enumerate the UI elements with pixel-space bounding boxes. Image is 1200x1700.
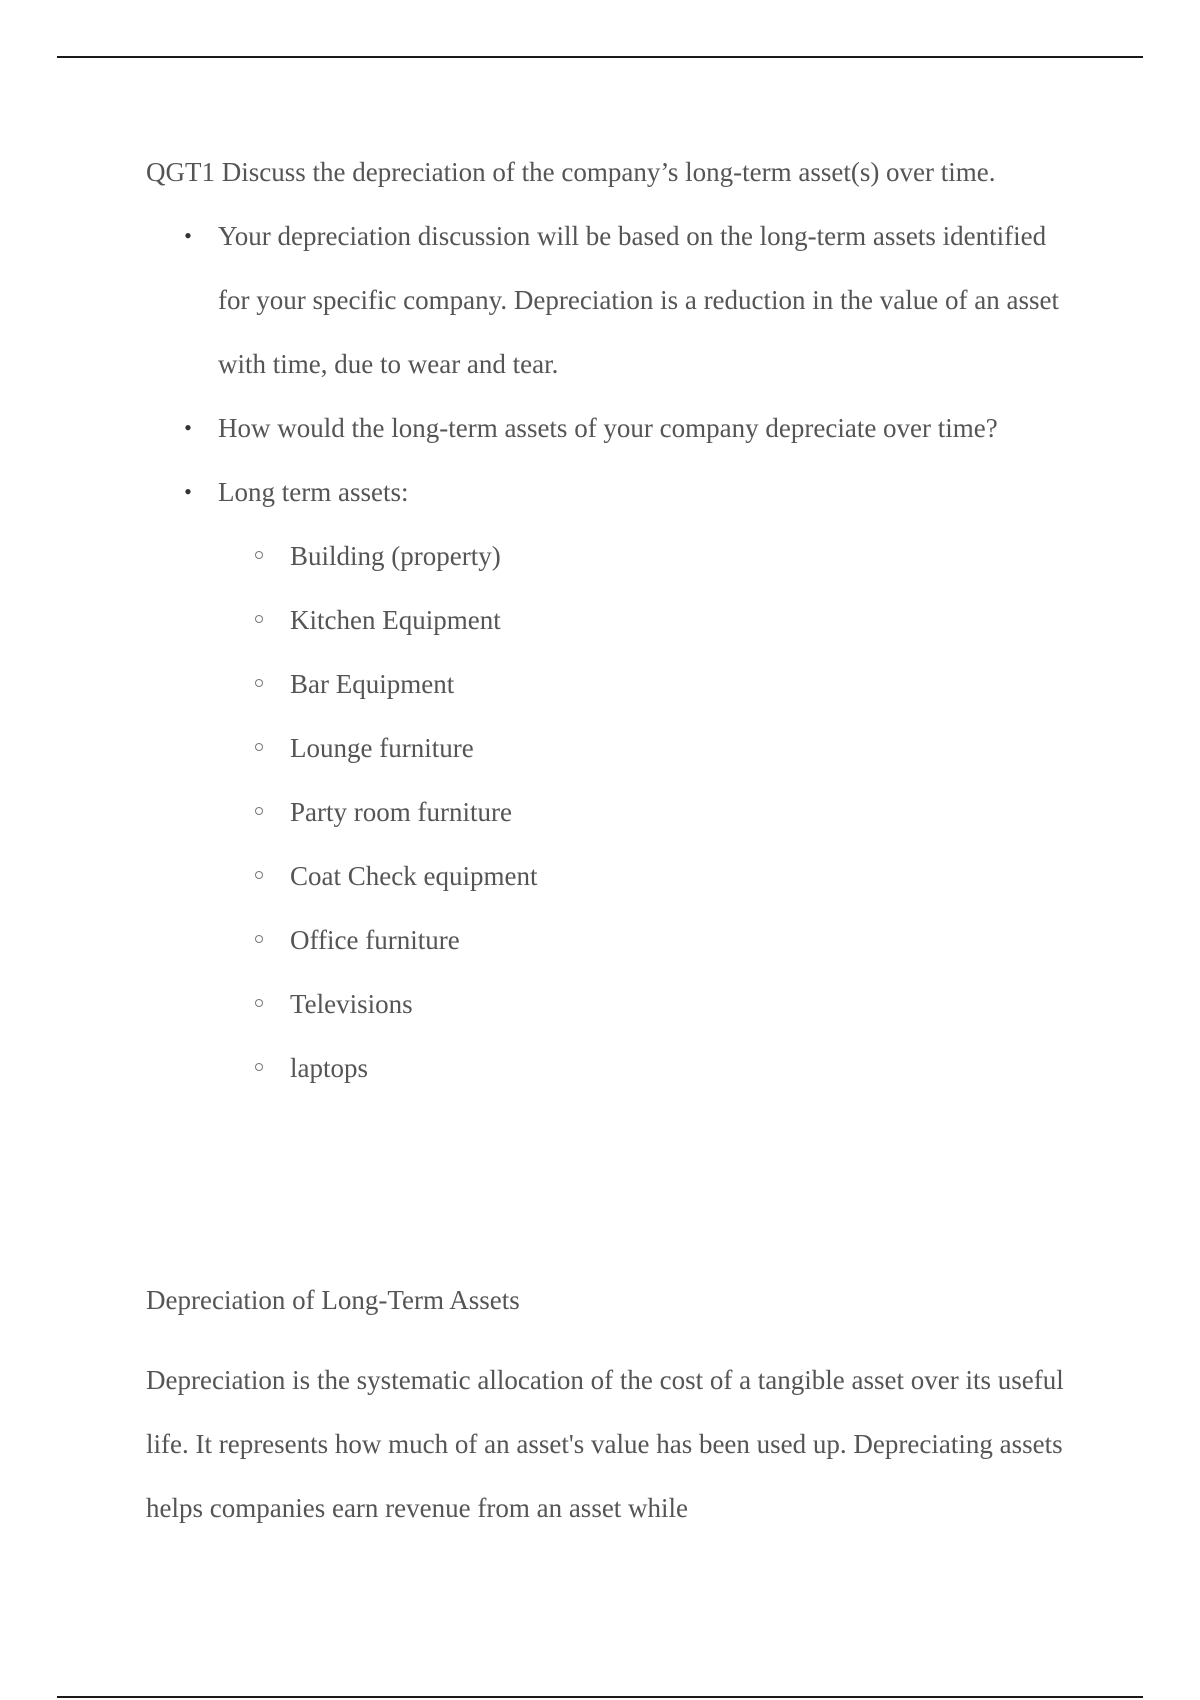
- bullet-dot-icon: •: [184, 415, 192, 440]
- circle-bullet-icon: [255, 551, 263, 559]
- bullet-dot-icon: •: [184, 223, 192, 248]
- circle-bullet-icon: [255, 807, 263, 815]
- asset-item: [290, 652, 1066, 716]
- bullet-text: How would the long-term assets of your company depreciate over time?: [218, 413, 998, 443]
- asset-label: Lounge furniture: [290, 733, 474, 763]
- question-block: [146, 140, 1066, 1100]
- circle-bullet-icon: [255, 679, 263, 687]
- asset-label: Televisions: [290, 989, 413, 1019]
- bullet-text: Long term assets:: [218, 477, 409, 507]
- circle-bullet-icon: [255, 935, 263, 943]
- asset-list: [218, 524, 1066, 1100]
- asset-item: [290, 1036, 1066, 1100]
- section-heading: Depreciation of Long-Term Assets: [146, 1285, 520, 1315]
- bullet-item: [184, 460, 1066, 1100]
- circle-bullet-icon: [255, 999, 263, 1007]
- asset-item: [290, 588, 1066, 652]
- circle-bullet-icon: [255, 615, 263, 623]
- section-body: Depreciation is the systematic allocation of the cost of a tangible asset over its useful life. It represents how much of an asset's value has been used up. Depreciating assets helps companies earn revenue from an asset while: [146, 1365, 1064, 1523]
- top-rule: [57, 56, 1143, 58]
- asset-label: Office furniture: [290, 925, 460, 955]
- circle-bullet-icon: [255, 1063, 263, 1071]
- bullet-item: [184, 396, 1066, 460]
- bullet-text: Your depreciation discussion will be based on the long-term assets identified for your specific company. Depreciation is a reduction in the value of an asset with time, due to wear and tear.: [218, 221, 1059, 379]
- asset-item: [290, 972, 1066, 1036]
- asset-item: [290, 908, 1066, 972]
- bullet-dot-icon: •: [184, 479, 192, 504]
- asset-label: Building (property): [290, 541, 501, 571]
- asset-label: Coat Check equipment: [290, 861, 538, 891]
- question-bullets: [146, 204, 1066, 1100]
- circle-bullet-icon: [255, 871, 263, 879]
- asset-item: [290, 524, 1066, 588]
- asset-item: [290, 716, 1066, 780]
- answer-section: [146, 1268, 1066, 1540]
- asset-label: Kitchen Equipment: [290, 605, 501, 635]
- asset-label: Party room furniture: [290, 797, 512, 827]
- circle-bullet-icon: [255, 743, 263, 751]
- asset-item: [290, 844, 1066, 908]
- asset-item: [290, 780, 1066, 844]
- asset-label: Bar Equipment: [290, 669, 455, 699]
- asset-label: laptops: [290, 1053, 368, 1083]
- bottom-rule: [57, 1696, 1143, 1698]
- question-text: QGT1 Discuss the depreciation of the company’s long-term asset(s) over time.: [146, 157, 996, 187]
- bullet-item: [184, 204, 1066, 396]
